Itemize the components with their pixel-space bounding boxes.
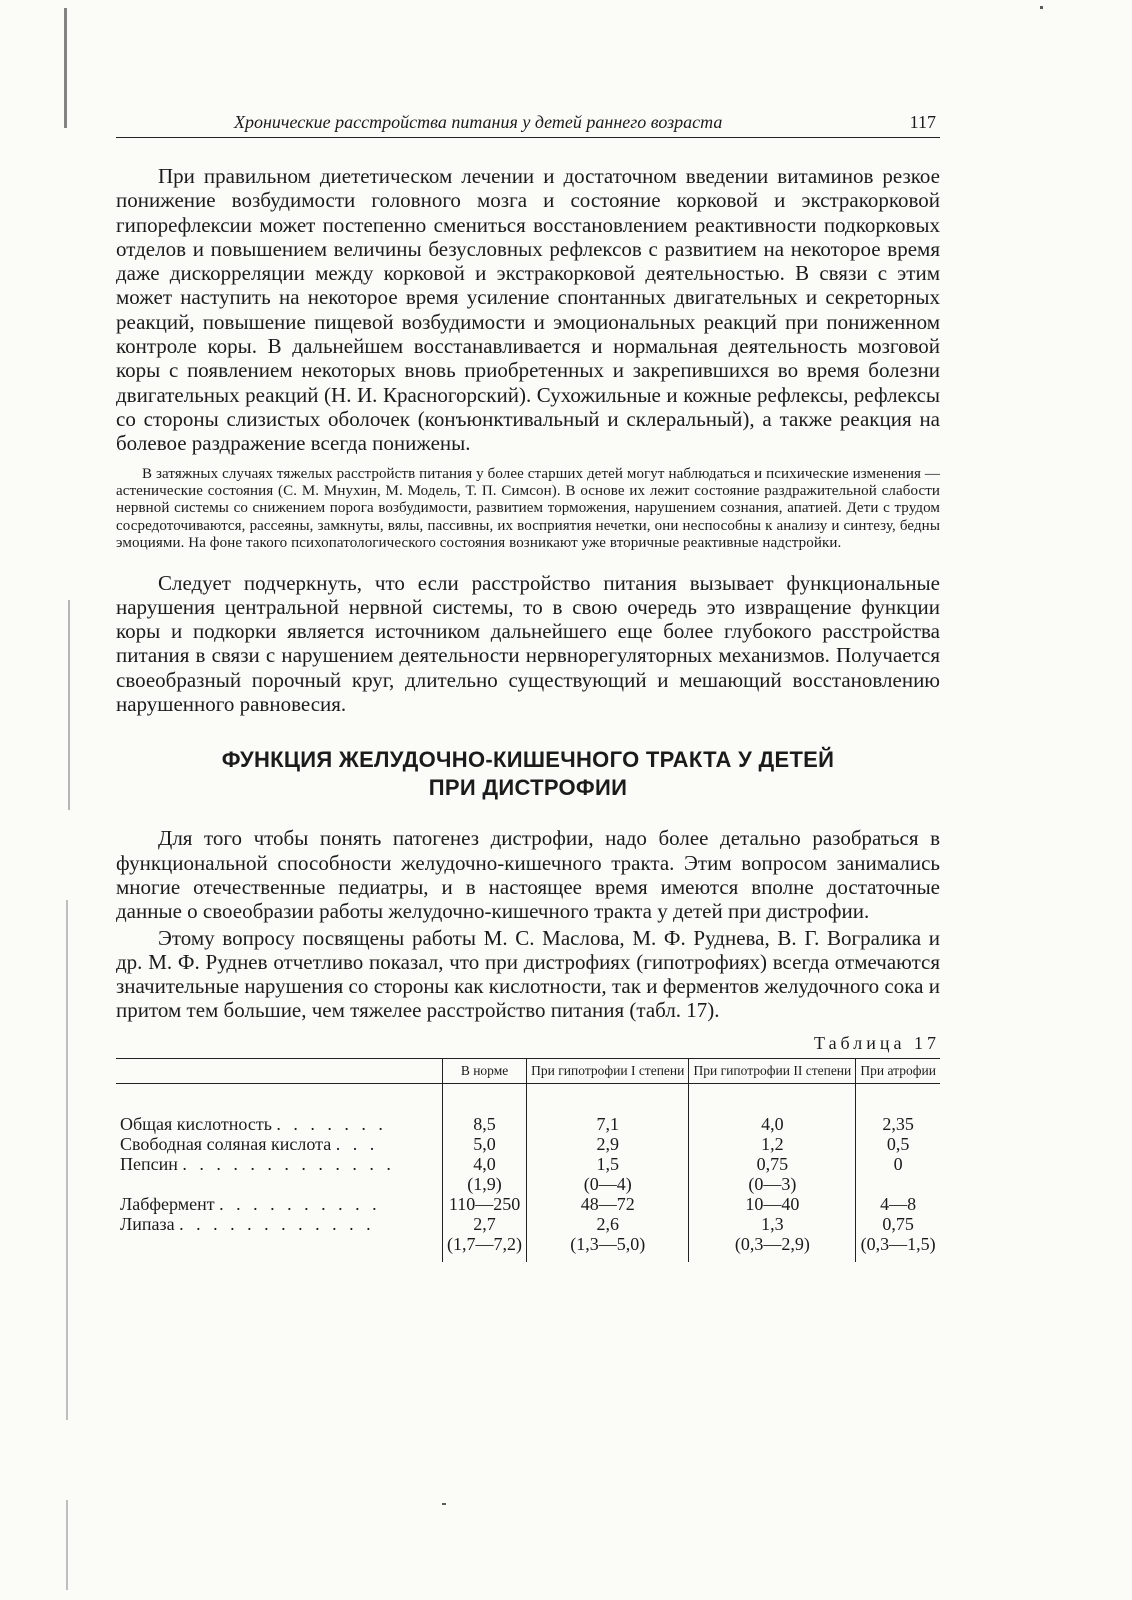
cell-hypotrophy-2	[689, 1194, 856, 1214]
cell-atrophy	[856, 1134, 940, 1154]
row-label: Свободная соляная кислота	[120, 1133, 332, 1154]
cell-value: 1,2	[761, 1133, 784, 1154]
data-table	[116, 1058, 940, 1262]
cell-value: 5,0	[473, 1133, 496, 1154]
cell-range: (0—4)	[583, 1173, 632, 1194]
row-label: Общая кислотность	[120, 1113, 272, 1134]
dot-leader: . . . . . . .	[276, 1113, 387, 1134]
cell-value: 2,9	[596, 1133, 620, 1154]
cell-value: 0,75	[756, 1153, 789, 1174]
scan-edge-mark	[68, 600, 70, 810]
small-print-paragraph: В затяжных случаях тяжелых расстройств питания у более старших детей могут наблюдаться и психические изменения — астенические состояния (С. М. Мнухин, М. Модель, Т. П. Симсон). В основе их лежит состояние раздражительной слабости нервной системы со снижением порога возбудимости, развитием торможения, нарушением сознания, апатией. Дети с трудом сосредоточиваются, рассеяны, замкнуты, вялы, пассивны, их восприятия нечетки, они неспособны к анализу и синтезу, бедны эмоциями. На фоне такого психопатологического состояния возникают уже вторичные реактивные надстройки.	[116, 465, 940, 552]
cell-value: 4,0	[473, 1153, 496, 1174]
cell-norm	[443, 1194, 527, 1214]
cell-value: 0,75	[882, 1213, 914, 1234]
row-label: Липаза	[120, 1213, 175, 1234]
row-label-cell	[116, 1134, 443, 1154]
table-row	[116, 1214, 940, 1262]
cell-norm	[443, 1134, 527, 1154]
paragraph-3: Для того чтобы понять патогенез дистрофии, надо более детально разобраться в функциональной способности желудочно-кишечного тракта. Этим вопросом занимались многие отечественные педиатры, и в настоящее время имеются вполне достаточные данные о своеобразии работы желудочно-кишечного тракта у детей при дистрофии.	[116, 826, 940, 924]
scan-dot	[1040, 6, 1043, 9]
table-header-blank	[116, 1058, 443, 1083]
cell-hypotrophy-2	[689, 1083, 856, 1134]
cell-value: 2,6	[596, 1213, 620, 1234]
cell-hypotrophy-1	[527, 1134, 689, 1154]
table-row	[116, 1194, 940, 1214]
cell-value: 4,0	[761, 1113, 784, 1134]
cell-norm	[443, 1214, 527, 1262]
scan-edge-mark	[66, 1500, 68, 1590]
section-heading	[116, 746, 940, 802]
section-heading-line-1: ФУНКЦИЯ ЖЕЛУДОЧНО-КИШЕЧНОГО ТРАКТА У ДЕТЕЙ	[221, 747, 835, 773]
running-header	[116, 112, 940, 138]
table-header-norm: В норме	[443, 1058, 527, 1083]
table-caption: Таблица 17	[814, 1032, 940, 1053]
dot-leader: . . . . . . . . . . . . .	[182, 1153, 395, 1174]
row-label: Лабфермент	[120, 1193, 215, 1214]
cell-value: 1,5	[596, 1153, 620, 1174]
cell-hypotrophy-1	[527, 1214, 689, 1262]
cell-range: (1,3—5,0)	[570, 1233, 646, 1254]
row-label-cell	[116, 1083, 443, 1134]
cell-hypotrophy-1	[527, 1194, 689, 1214]
paragraph-1: При правильном диететическом лечении и достаточном введении витаминов резкое понижение возбудимости головного мозга и состояние корковой и экстракорковой гипорефлексии может постепенно смениться восстановлением реактивности подкорковых отделов и повышением величины безусловных рефлексов с развитием на некоторое время даже дискорреляции между корковой и экстракорковой деятельностью. В связи с этим может наступить на некоторое время усиление спонтанных двигательных и секреторных реакций, повышение пищевой возбудимости и эмоциональных реакций при пониженном контроле коры. В дальнейшем восстанавливается и нормальная деятельность мозговой коры с появлением некоторых вновь приобретенных и закрепившихся во время болезни двигательных реакций (Н. И. Красногорский). Сухожильные и кожные рефлексы, рефлексы со стороны слизистых оболочек (конъюнктивальный и склеральный), а также реакция на болевое раздражение всегда понижены.	[116, 164, 940, 456]
dot-leader: . . . . . . . . . . . .	[179, 1213, 375, 1234]
table-row	[116, 1134, 940, 1154]
row-label-cell	[116, 1214, 443, 1262]
cell-atrophy	[856, 1154, 940, 1194]
row-label-cell	[116, 1154, 443, 1194]
cell-range: (0,3—1,5)	[860, 1233, 936, 1254]
cell-hypotrophy-1	[527, 1083, 689, 1134]
cell-value: 2,7	[473, 1213, 496, 1234]
running-title: Хронические расстройства питания у детей раннего возраста	[234, 112, 723, 132]
cell-range: (0—3)	[748, 1173, 797, 1194]
cell-value: 0	[893, 1153, 903, 1174]
cell-value: 4—8	[880, 1193, 917, 1214]
cell-value: 48—72	[580, 1193, 635, 1214]
cell-atrophy	[856, 1083, 940, 1134]
cell-atrophy	[856, 1194, 940, 1214]
cell-norm	[443, 1154, 527, 1194]
cell-atrophy	[856, 1214, 940, 1262]
cell-value: 8,5	[473, 1113, 496, 1134]
cell-hypotrophy-2	[689, 1154, 856, 1194]
cell-range: (1,9)	[467, 1173, 502, 1194]
scan-dot	[442, 1503, 446, 1505]
cell-value: 7,1	[596, 1113, 620, 1134]
row-label-cell	[116, 1194, 443, 1214]
scan-edge-mark	[64, 8, 67, 128]
dot-leader: . . .	[335, 1133, 379, 1154]
section-heading-line-2: ПРИ ДИСТРОФИИ	[428, 775, 628, 801]
cell-hypotrophy-2	[689, 1214, 856, 1262]
paragraph-2: Следует подчеркнуть, что если расстройство питания вызывает функциональные нарушения центральной нервной системы, то в свою очередь это извращение функции коры и подкорки является источником дальнейшего еще более глубокого расстройства питания в связи с нарушением деятельности нервнорегуляторных механизмов. Получается своеобразный порочный круг, длительно существующий и мешающий восстановлению нарушенного равновесия.	[116, 570, 940, 717]
scan-edge-mark	[66, 900, 68, 1420]
table-row	[116, 1083, 940, 1134]
row-label: Пепсин	[120, 1153, 178, 1174]
cell-hypotrophy-2	[689, 1134, 856, 1154]
paragraph-4: Этому вопросу посвящены работы М. С. Маслова, М. Ф. Руднева, В. Г. Вогралика и др. М. Ф. Руднев отчетливо показал, что при дистрофиях (гипотрофиях) всегда отмечаются значительные нарушения со стороны как кислотности, так и ферментов желудочного сока и притом тем большие, чем тяжелее расстройство питания (табл. 17).	[116, 925, 940, 1023]
book-page	[116, 112, 940, 1262]
cell-range: (1,7—7,2)	[447, 1233, 523, 1254]
table-header-hypotrophy-2: При гипотрофии II степени	[689, 1058, 856, 1083]
cell-value: 2,35	[882, 1113, 914, 1134]
table-body	[116, 1083, 940, 1262]
cell-value: 1,3	[761, 1213, 784, 1234]
cell-value: 10—40	[745, 1193, 800, 1214]
dot-leader: . . . . . . . . . .	[219, 1193, 381, 1214]
table-header-hypotrophy-1: При гипотрофии I степени	[527, 1058, 689, 1083]
table-row	[116, 1154, 940, 1194]
table-header-row	[116, 1058, 940, 1083]
cell-range: (0,3—2,9)	[734, 1233, 810, 1254]
cell-value: 0,5	[886, 1133, 910, 1154]
cell-hypotrophy-1	[527, 1154, 689, 1194]
table-header-atrophy: При атрофии	[856, 1058, 940, 1083]
cell-norm	[443, 1083, 527, 1134]
page-number: 117	[909, 112, 936, 132]
cell-value: 110—250	[448, 1193, 521, 1214]
